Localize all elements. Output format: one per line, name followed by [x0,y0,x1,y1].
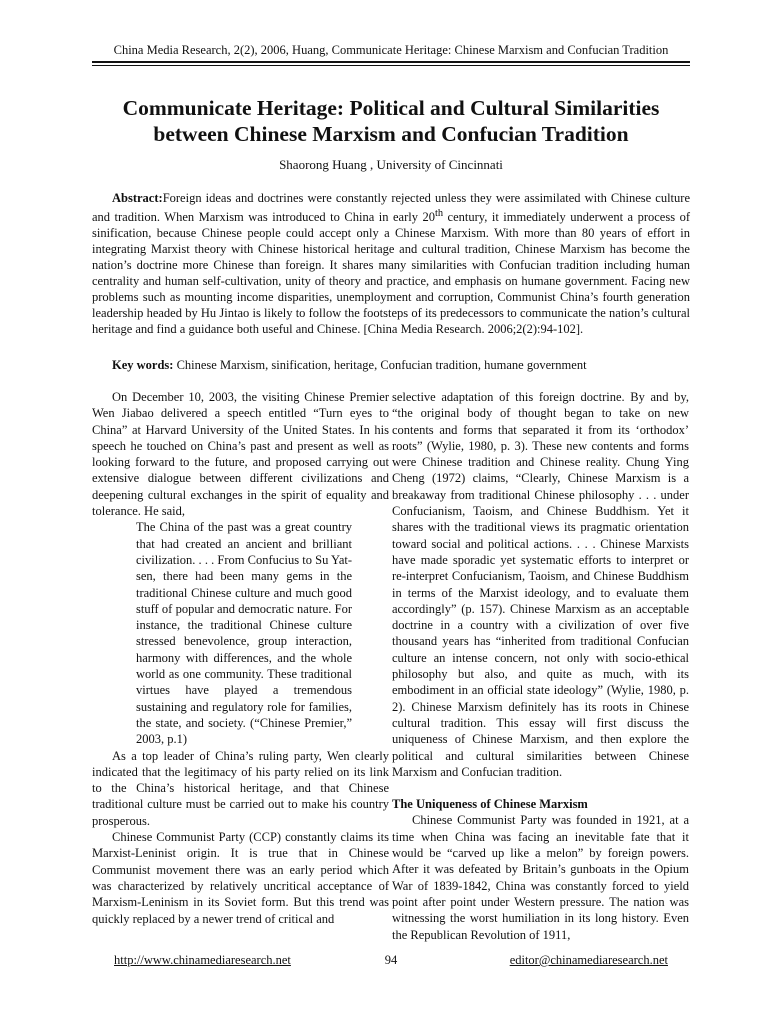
article-title [92,95,690,147]
keywords-text: Chinese Marxism, sinification, heritage, Confucian tradition, humane government [176,358,587,372]
title-line-1: Communicate Heritage: Political and Cultural Similarities [122,96,660,120]
keywords-label: Key words: [112,358,174,372]
footer-url-link[interactable]: http://www.chinamediaresearch.net [114,953,291,967]
left-paragraph-3: Chinese Communist Party (CCP) constantly claims its Marxist-Leninist origin. It is true that in Chinese Communist movement there was an early period which was characterized by relatively uncritical acceptance of Marxism-Leninism in its Soviet form. But this trend was quickly replaced by a newer trend of critical and [92,830,389,926]
right-paragraph-1: selective adaptation of this foreign doctrine. By and by, “the original body of thought began to take on new contents and forms that separated it from its ‘orthodox’ roots” (Wylie, 1980, p. 3). These new contents and forms were Chinese tradition and Chinese reality. Chung Ying Cheng (1972) claims, “Clearly, Chinese Marxism is a breakaway from traditional Chinese philosophy . . . under Confucianism, Taoism, and Chinese Buddhism. Yet it shares with the traditional views its pragmatic orientation toward social and political actions. . . . Chinese Marxists have made sporadic yet systematic efforts to interpret or re-interpret Confucianism, Taoism, and Chinese Buddhism in terms of the Marxist ideology, and to evaluate them accordingly” (p. 157). Chinese Marxism as an acceptable doctrine in a country with a civilization of over five thousand years has “inherited from traditional Confucian culture an intense concern, not only with socio-ethical philosophy but also, and quite as much, with its embodiment in an official state ideology” (Wylie, 1980, p. 2). Chinese Marxism definitely has its roots in Chinese cultural tradition. This essay will first discuss the uniqueness of Chinese Marxism, and then explore the political and cultural similarities between Chinese Marxism and Confucian tradition. [392,390,689,779]
abstract-superscript: th [434,208,444,219]
right-column [392,389,689,943]
running-head: China Media Research, 2(2), 2006, Huang, Communicate Heritage: Chinese Marxism and Confucian Tradition [113,43,669,57]
footer-email-link[interactable]: editor@chinamediaresearch.net [509,953,668,967]
abstract [92,190,690,337]
author-line: Shaorong Huang , University of Cincinnati [279,157,503,172]
header-rule-thin [92,65,690,66]
left-paragraph-1: On December 10, 2003, the visiting Chinese Premier Wen Jiabao delivered a speech entitled “Turn eyes to China” at Harvard University of the United States. In his speech he touched on China’s past and present as well as looking forward to the future, and proposed carrying out extensive dialogue between different civilizations and deepening cultural exchanges in the spirit of equality and tolerance. He said, [92,390,389,519]
abstract-text-a: Foreign ideas and doctrines were constantly rejected unless they were assimilated with Chinese culture and tradition. When Marxism was introduced to China in early 20 [92,191,690,225]
page-footer [92,952,690,968]
page-number: 94 [384,953,398,967]
title-line-2: between Chinese Marxism and Confucian Tradition [153,122,629,146]
block-quote: The China of the past was a great country that had created an ancient and brilliant civilization. . . . From Confucius to Su Yat-sen, there had been many gems in the traditional Chinese culture and much good stuff of popular and democratic nature. For instance, the traditional Chinese culture stressed benevolence, group interaction, harmony with differences, and the whole world as one community. These traditional virtues have played a tremendous sustaining and regulatory role for families, the state, and society. (“Chinese Premier,” 2003, p.1) [136,520,352,747]
abstract-text-b: century, it immediately underwent a process of sinification, because Chinese people could accept only a Chinese Marxism. With more than 80 years of effort in integrating Marxist theory with Chinese historical heritage and cultural tradition, Chinese Marxism has become the nation’s doctrine more Chinese than foreign. It shares many similarities with Confucian tradition including human centrality and human self-cultivation, unity of theory and practice, and emphasis on humane government. Facing new problems such as mounting income disparities, unemployment and corruption, Communist China’s fourth generation leadership headed by Hu Jintao is likely to follow the footsteps of its predecessors to communicate the nation’s cultural heritage and find a guidance both useful and Chinese. [China Media Research. 2006;2(2):94-102]. [92,210,690,337]
left-column [92,389,389,927]
right-paragraph-2: Chinese Communist Party was founded in 1921, at a time when China was facing an inevitable fate that it would be “carved up like a melon” by foreign powers. After it was defeated by Britain’s gunboats in the Opium War of 1839-1842, China was constantly forced to yield point after point under Western pressure. The nation was witnessing the worst humiliation in its long history. Even the Republican Revolution of 1911, [392,813,689,942]
abstract-label: Abstract: [112,191,163,205]
left-paragraph-2: As a top leader of China’s ruling party, Wen clearly indicated that the legitimacy of his party relied on its link to the China’s historical heritage, and that Chinese traditional culture must be carried out to make his country prosperous. [92,748,389,828]
keywords [92,357,690,373]
section-heading: The Uniqueness of Chinese Marxism [392,797,588,812]
header-rule-thick [92,61,690,63]
